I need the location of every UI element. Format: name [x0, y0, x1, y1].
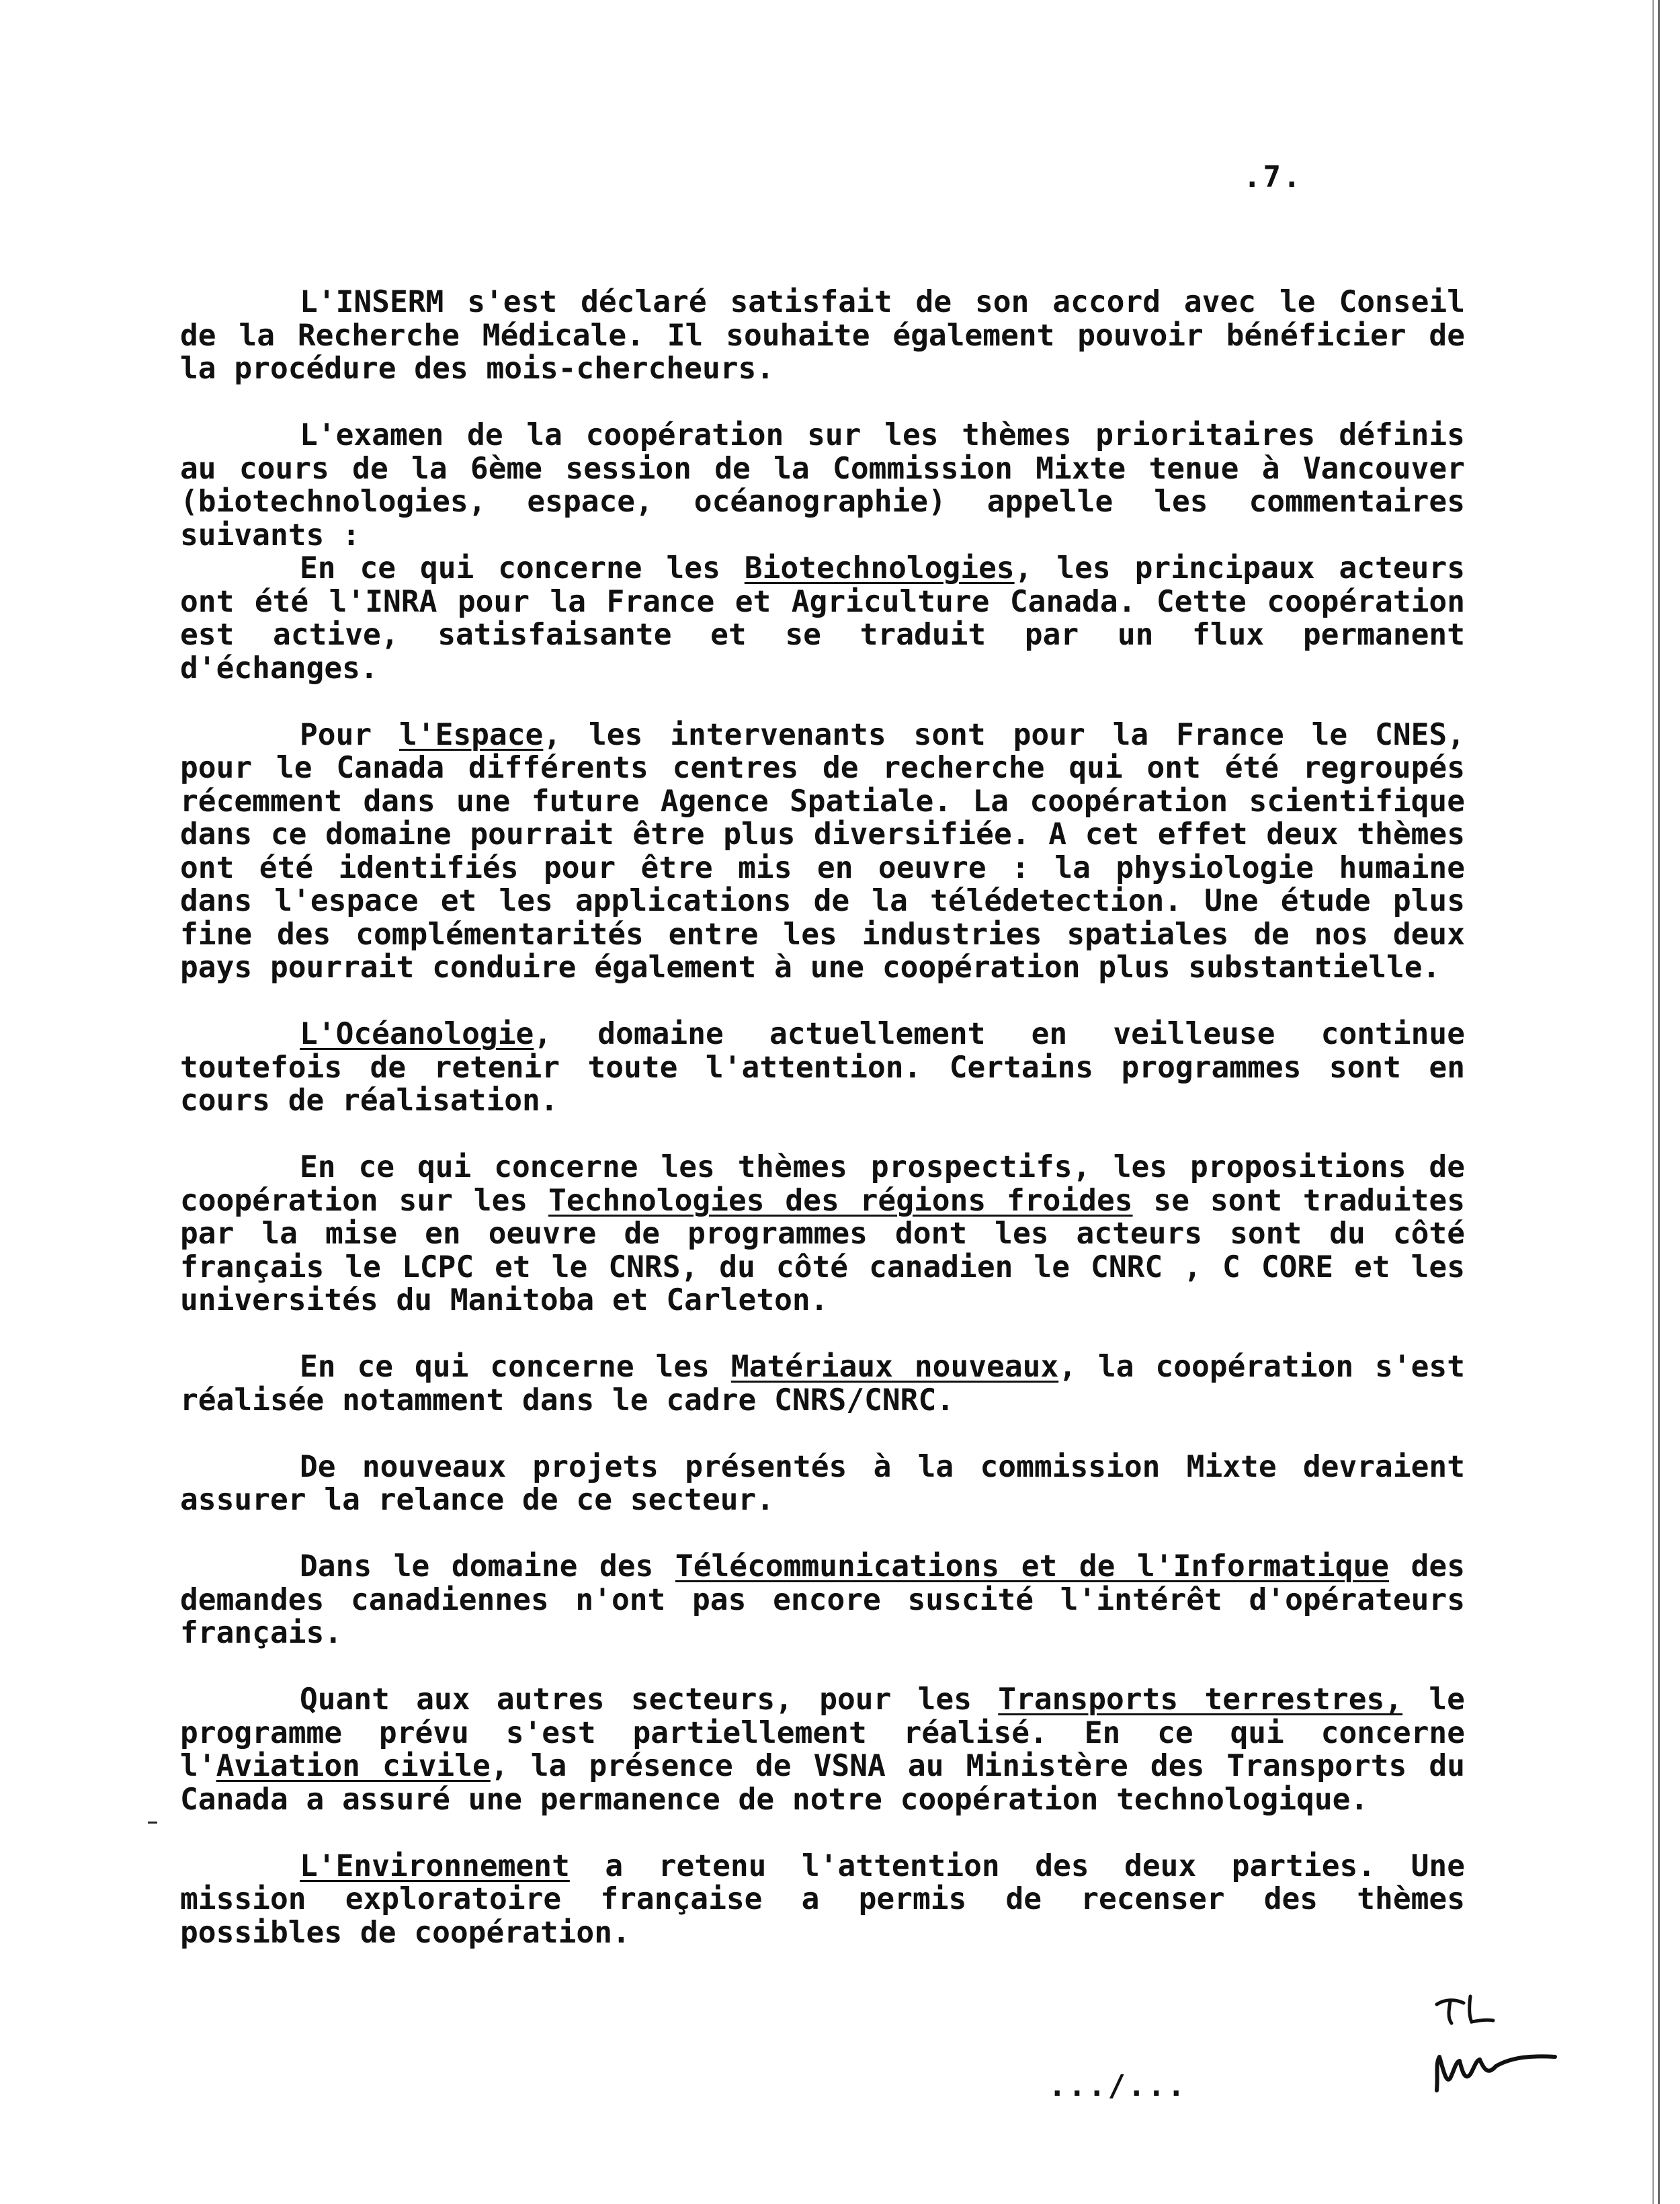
- underlined-materiaux: Matériaux nouveaux: [730, 1350, 1059, 1384]
- paragraph-inserm: [180, 286, 1465, 386]
- margin-mark: [148, 1822, 157, 1824]
- handwritten-initials: [1431, 1990, 1499, 2030]
- paragraph-text: L'examen de la coopération sur les: [300, 418, 962, 452]
- emphasis-priority-themes: thèmes prioritaires: [962, 418, 1316, 452]
- paragraph-text: Pour: [300, 717, 400, 752]
- emphasis-prospective-themes: thèmes prospectifs: [737, 1150, 1073, 1184]
- paragraph-text: , les intervenants sont pour la France le CNES, pour le Canada différents centres de recherche qui ont été regroupés récemment dans une future Agence Spatiale. La coopération scientifique dans ce domaine pourrait être plus diversifiée. A cet effet deux thèmes ont été identifiés pour être mis en oeuvre : la physiologie humaine dans l'espace et les applications de la télédetection. Une étude plus fine des complémentarités entre les industries spatiales de nos deux pays pourrait conduire également à une coopération plus substantielle.: [180, 717, 1465, 985]
- paragraph-text: , les principaux acteurs ont été l'INRA pour la France et Agriculture Canada. Cette coopération est active, satisfaisante et se traduit par un flux permanent d'échanges.: [180, 551, 1465, 686]
- paragraph-espace: [180, 719, 1465, 985]
- page-edge: [1652, 0, 1660, 2204]
- handwritten-signature: [1431, 2037, 1559, 2097]
- paragraph-text: , les propositions de coopération sur les: [180, 1150, 1466, 1218]
- paragraph-environnement: [180, 1850, 1465, 1950]
- paragraph-text: , la coopération s'est réalisée notamment dans le cadre CNRS/CNRC.: [180, 1350, 1465, 1418]
- continuation-mark: .../...: [1048, 2069, 1187, 2103]
- document-body: [180, 286, 1465, 1983]
- paragraph-text: En ce qui concerne les: [300, 551, 745, 585]
- paragraph-text: De nouveaux projets présentés à la commission Mixte devraient assurer la relance de ce secteur.: [180, 1449, 1465, 1517]
- underlined-espace: l'Espace: [399, 717, 544, 752]
- paragraph-prospective-themes: [180, 1151, 1465, 1317]
- paragraph-text: a retenu l'attention des deux parties. Une mission exploratoire française a permis de recenser des thèmes possibles de coopération.: [180, 1848, 1465, 1950]
- paragraph-text: Quant aux autres secteurs, pour les: [300, 1682, 999, 1717]
- paragraph-text: se sont traduites par la mise en oeuvre de programmes dont les acteurs sont du côté français le LCPC et le CNRS, du côté canadien le CNRC , C CORE et les universités du Manitoba et Carleton.: [180, 1183, 1466, 1317]
- underlined-cold-regions: Technologies des régions froides: [548, 1183, 1133, 1218]
- paragraph-text: des demandes canadiennes n'ont pas encore suscité l'intérêt d'opérateurs français.: [180, 1549, 1466, 1650]
- paragraph-priority-themes: [180, 419, 1465, 552]
- underlined-aviation: Aviation civile: [216, 1749, 491, 1783]
- paragraph-oceanologie: [180, 1018, 1465, 1118]
- paragraph-text: définis au cours de la 6ème session de la Commission Mixte tenue à Vancouver (biotechnologies, espace, océanographie) appelle les commentaires suivants :: [180, 418, 1465, 553]
- paragraph-new-projects: [180, 1451, 1465, 1517]
- underlined-biotechnologies: Biotechnologies: [744, 551, 1015, 585]
- underlined-transports: Transports terrestres,: [998, 1682, 1403, 1717]
- paragraph-text: Dans le domaine des: [300, 1549, 675, 1584]
- paragraph-materiaux: [180, 1350, 1465, 1417]
- paragraph-telecom: [180, 1550, 1465, 1650]
- paragraph-text: le programme prévu s'est partiellement réalisé. En ce qui concerne l': [180, 1682, 1465, 1783]
- paragraph-transports: [180, 1683, 1465, 1816]
- underlined-environnement: L'Environnement: [300, 1848, 570, 1883]
- paragraph-text: En ce qui concerne les: [300, 1350, 731, 1384]
- underlined-oceanologie: L'Océanologie: [300, 1017, 534, 1051]
- paragraph-text: En ce qui concerne les: [300, 1150, 738, 1184]
- paragraph-text: , domaine actuellement en veilleuse continue toutefois de retenir toute l'attention. Certains programmes sont en cours de réalisation.: [180, 1017, 1465, 1118]
- paragraph-text: , la présence de VSNA au Ministère des Transports du Canada a assuré une permanence de notre coopération technologique.: [180, 1749, 1465, 1817]
- page-number: .7.: [1243, 160, 1303, 194]
- paragraph-text: L'INSERM s'est déclaré satisfait de son accord avec le Conseil de la Recherche Médicale. Il souhaite également pouvoir bénéficier de la procédure des mois-chercheurs.: [180, 285, 1465, 386]
- paragraph-biotechnologies: [180, 552, 1465, 685]
- underlined-telecom: Télécommunications et de l'Informatique: [675, 1549, 1390, 1584]
